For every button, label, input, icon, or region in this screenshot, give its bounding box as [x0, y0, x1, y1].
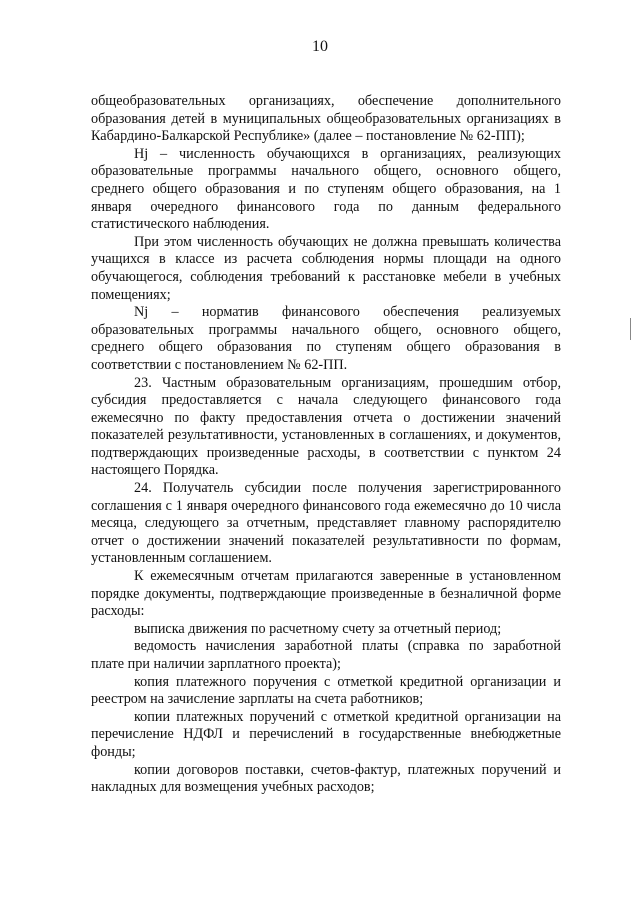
- paragraph-nj-definition: Nj – норматив финансового обеспечения реализуемых образовательных программы начального общего, основного общего, среднего общего образования по ступеням общего образования в соответствии с постановлением № 62-ПП.: [91, 304, 561, 373]
- list-item-supply-contracts: копии договоров поставки, счетов-фактур, платежных поручений и накладных для возмещения учебных расходов;: [91, 761, 561, 796]
- document-body: [91, 93, 561, 797]
- page-number: 10: [312, 38, 328, 55]
- list-item-payment-order-salary: копия платежного поручения с отметкой кредитной организации и реестром на зачисление зарплаты на счета работников;: [91, 673, 561, 708]
- list-item-payment-orders-taxes: копии платежных поручений с отметкой кредитной организации на перечисление НДФЛ и перечислений в государственные внебюджетные фонды;: [91, 708, 561, 760]
- scan-edge-mark: [630, 318, 631, 340]
- paragraph-clause-23: 23. Частным образовательным организациям, прошедшим отбор, субсидия предоставляется с начала следующего финансового года ежемесячно по факту предоставления отчета о достижении значений показателей результативности, установленных в соглашениях, и документов, подтверждающих произведенные расходы, в соответствии с пунктом 24 настоящего Порядка.: [91, 374, 561, 479]
- paragraph-report-attachments: К ежемесячным отчетам прилагаются заверенные в установленном порядке документы, подтверждающие произведенные в безналичной форме расходы:: [91, 568, 561, 620]
- list-item-account-statement: выписка движения по расчетному счету за отчетный период;: [134, 620, 502, 637]
- paragraph-clause-24: 24. Получатель субсидии после получения зарегистрированного соглашения с 1 января очередного финансового года ежемесячно до 10 числа месяца, следующего за отчетным, представляет главному распорядителю отчет о достижении значений показателей результативности по формам, установленным соглашением.: [91, 480, 561, 567]
- list-item-payroll-statement: ведомость начисления заработной платы (справка по заработной плате при наличии зарплатного проекта);: [91, 638, 561, 672]
- paragraph-hj-definition: Hj – численность обучающихся в организациях, реализующих образовательные программы начального общего, основного общего, среднего общего образования и по ступеням общего образования, на 1 января очередного финансового года по данным федерального статистического наблюдения.: [91, 145, 561, 233]
- paragraph-enrollment-limit: При этом численность обучающих не должна превышать количества учащихся в классе из расчета соблюдения нормы площади на одного обучающегося, соблюдения требований к расстановке мебели в учебных помещениях;: [91, 233, 561, 303]
- paragraph-continuation: общеобразовательных организациях, обеспечение дополнительного образования детей в муниципальных общеобразовательных организациях в Кабардино-Балкарской Республике» (далее – постановление № 62-ПП);: [91, 93, 561, 145]
